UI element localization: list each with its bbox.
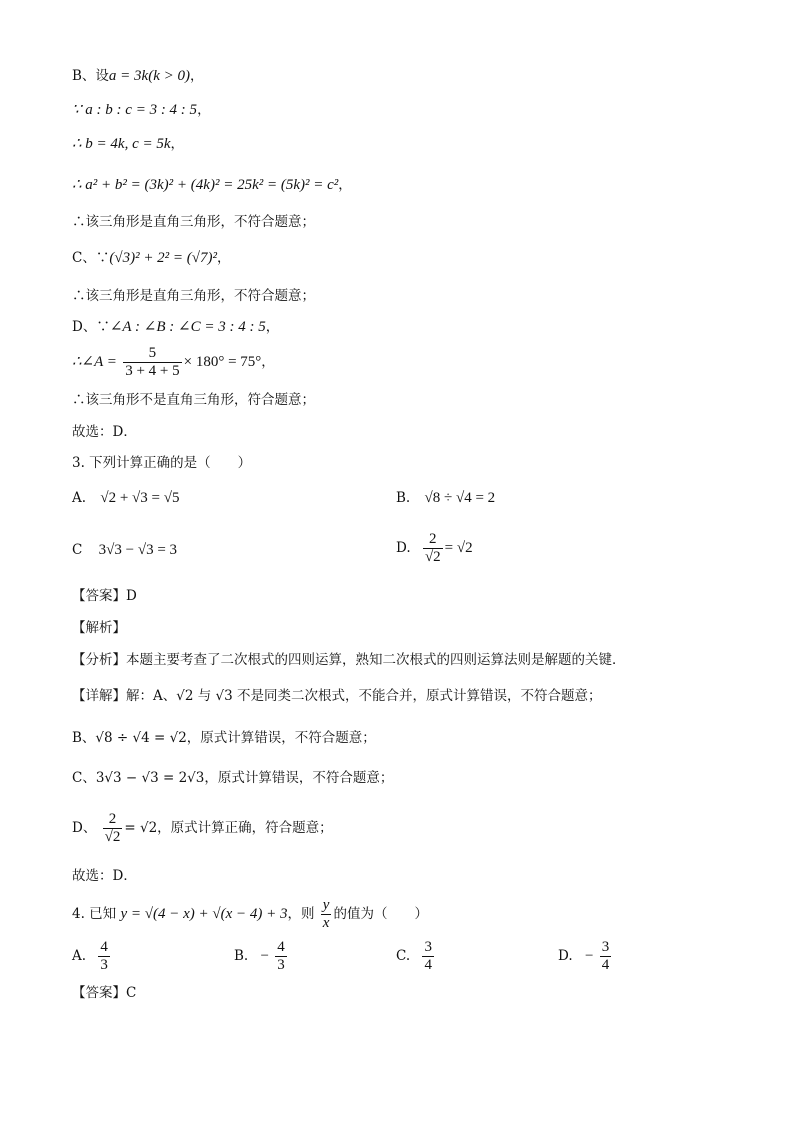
xiangjie-d-fraction: [103, 811, 123, 846]
q3-xiangjie-d: [72, 808, 333, 848]
part-b-line-5: ∴该三角形是直角三角形，不符合题意；: [72, 214, 315, 230]
fenxi-tag: 【分析】: [72, 652, 126, 668]
xiangjie-d-text: = √2，原式计算正确，符合题意；: [124, 820, 333, 836]
option-label: A.: [72, 948, 87, 964]
option-label: C: [72, 542, 83, 558]
option-label: D.: [396, 540, 411, 556]
q3-option-d[interactable]: [396, 528, 473, 568]
fraction-numerator: y: [322, 897, 330, 913]
q4-stem-pre: 4. 已知: [72, 906, 117, 922]
part-d-line-2: [72, 344, 275, 380]
punct: ，: [217, 250, 231, 266]
option-fraction: [422, 939, 434, 974]
part-b-assumption: a = 3k(k > 0): [108, 68, 190, 84]
option-fraction: [275, 939, 287, 974]
fraction-denominator: 3: [100, 957, 108, 973]
fraction-denominator: 4: [601, 957, 610, 973]
option-rhs: = √2: [444, 540, 473, 556]
q3-answer: [72, 586, 137, 606]
part-d-line-1: [72, 317, 279, 337]
option-label: B.: [396, 490, 411, 506]
q4-stem-post: 的值为（ ）: [333, 906, 428, 922]
fraction-denominator: x: [322, 915, 330, 931]
xiangjie-a-text: 解：A、√2 与 √3 不是同类二次根式，不能合并，原式计算错误，不符合题意；: [126, 688, 602, 704]
q3-xiangjie-c: C、3√3 − √3 = 2√3，原式计算错误，不符合题意；: [72, 770, 394, 786]
part-d-conclusion: 故选：D．: [72, 424, 137, 440]
q3-analysis-tag: 【解析】: [72, 620, 126, 636]
minus-sign: −: [260, 948, 269, 964]
option-fraction: [98, 939, 110, 974]
xiangjie-d-label: D、: [72, 820, 97, 836]
part-d-fraction: [123, 345, 181, 380]
option-label: A.: [72, 490, 87, 506]
q3-fenxi: [72, 650, 626, 670]
part-b-line-4: [72, 175, 352, 195]
q4-option-b[interactable]: [234, 936, 289, 976]
option-fraction: [423, 531, 443, 566]
fraction-denominator: √2: [104, 829, 121, 845]
minus-sign: −: [584, 948, 594, 964]
part-b-label: B、设: [72, 68, 109, 84]
option-label: B.: [234, 948, 249, 964]
fraction-denominator: 3: [277, 957, 285, 973]
part-b-sides: ∴ b = 4k, c = 5k: [72, 136, 171, 152]
option-expression: √8 ÷ √4 = 2: [424, 490, 496, 506]
part-d-angle-a: ∴∠A =: [72, 354, 117, 370]
punct: ，: [261, 354, 275, 370]
part-d-result: × 180° = 75°: [183, 354, 262, 370]
fraction-numerator: 3: [424, 939, 432, 955]
q3-option-a[interactable]: [72, 488, 179, 508]
q3-option-c[interactable]: [72, 540, 177, 560]
part-c-equation: (√3)² + 2² = (√7)²: [109, 250, 218, 266]
fraction-numerator: 4: [277, 939, 285, 955]
fraction-denominator: √2: [424, 549, 441, 565]
part-c-line-1: [72, 248, 231, 268]
q4-answer: [72, 983, 136, 1003]
option-label: C.: [396, 948, 411, 964]
option-expression: 3√3 − √3 = 3: [98, 542, 178, 558]
answer-tag: 【答案】: [72, 588, 126, 604]
q4-ratio-fraction: [321, 897, 332, 932]
fraction-numerator: 2: [423, 531, 443, 549]
fraction-numerator: 5: [123, 345, 181, 363]
part-b-line-2: [72, 100, 211, 120]
answer-value: D: [126, 588, 137, 604]
fraction-denominator: 3 + 4 + 5: [125, 363, 180, 379]
punct: ，: [189, 68, 204, 84]
part-b-pythagoras: ∴ a² + b² = (3k)² + (4k)² = 25k² = (5k)² = c²: [72, 177, 339, 193]
fraction-numerator: 2: [103, 811, 123, 829]
q4-stem-mid: ，则: [287, 906, 315, 922]
q3-option-b[interactable]: [396, 488, 495, 508]
part-b-line-1: [72, 66, 203, 86]
q3-conclusion: 故选：D．: [72, 868, 137, 884]
fenxi-text: 本题主要考查了二次根式的四则运算，熟知二次根式的四则运算法则是解题的关键．: [126, 652, 626, 668]
q4-equation: y = √(4 − x) + √(x − 4) + 3: [120, 906, 288, 922]
q3-stem: 3. 下列计算正确的是（ ）: [72, 455, 252, 471]
part-d-label: D、∵: [72, 319, 110, 335]
part-d-angle-ratio: ∠A : ∠B : ∠C = 3 : 4 : 5: [109, 319, 266, 335]
q4-option-a[interactable]: [72, 936, 112, 976]
punct: ，: [338, 177, 352, 193]
part-d-line-3: ∴该三角形不是直角三角形，符合题意；: [72, 392, 315, 408]
fraction-numerator: 3: [601, 939, 610, 955]
q4-option-d[interactable]: [558, 936, 613, 976]
answer-value: C: [126, 985, 137, 1001]
answer-tag: 【答案】: [72, 985, 126, 1001]
part-b-ratio: ∵ a : b : c = 3 : 4 : 5: [72, 102, 198, 118]
q3-xiangjie-a: [72, 686, 602, 706]
punct: ，: [170, 136, 185, 152]
fraction-numerator: 4: [100, 939, 108, 955]
punct: ，: [265, 319, 280, 335]
punct: ，: [197, 102, 211, 118]
xiangjie-tag: 【详解】: [72, 688, 126, 704]
option-expression: √2 + √3 = √5: [100, 490, 180, 506]
q4-option-c[interactable]: [396, 936, 436, 976]
fraction-denominator: 4: [424, 957, 432, 973]
option-fraction: [600, 939, 612, 974]
q4-stem: [72, 894, 428, 934]
part-b-line-3: [72, 134, 184, 154]
option-label: D.: [558, 948, 573, 964]
q3-xiangjie-b: B、√8 ÷ √4 = √2，原式计算错误，不符合题意；: [72, 730, 376, 746]
part-c-label: C、∵: [72, 250, 110, 266]
part-c-line-2: ∴该三角形是直角三角形，不符合题意；: [72, 288, 315, 304]
